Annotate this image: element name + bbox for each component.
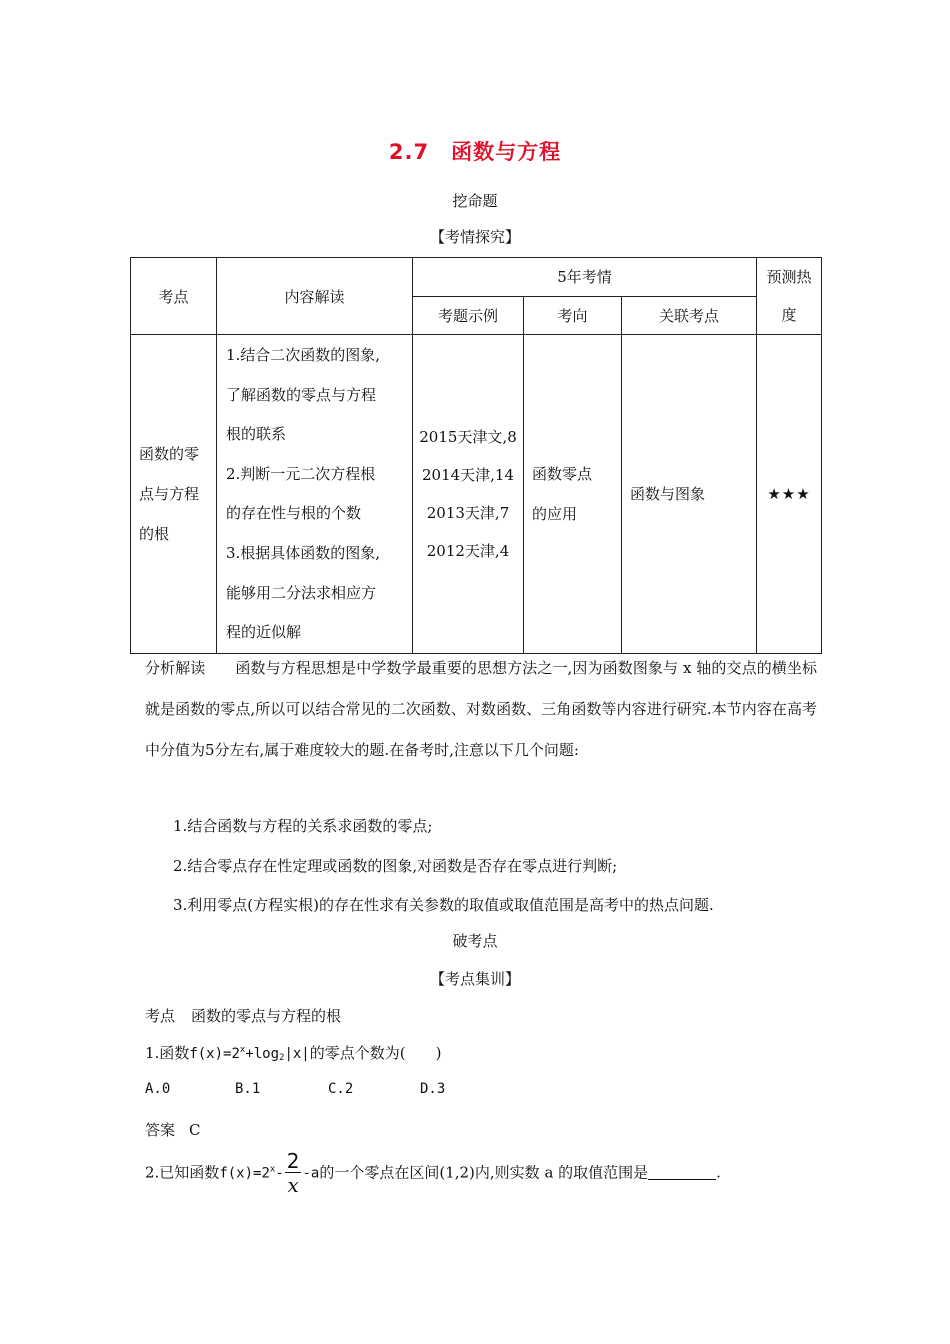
header-forecast [757, 258, 822, 335]
header-kaodian: 考点 [131, 258, 217, 335]
option-b: B.1 [235, 1081, 261, 1097]
q2-frac-denominator: x [287, 1173, 299, 1197]
kaodian-line: 函数的零 [139, 444, 200, 463]
example-item: 2015天津文,8 [419, 427, 517, 446]
header-forecast-line1: 预测热 [766, 268, 812, 286]
header-examples: 考题示例 [413, 296, 524, 335]
q2-prefix: 2.已知函数 [145, 1163, 220, 1182]
q2-minus: - [275, 1165, 284, 1182]
cell-related: 函数与图象 [622, 335, 757, 654]
answer-1 [145, 1119, 201, 1140]
header-direction: 考向 [524, 296, 622, 335]
option-d: D.3 [420, 1081, 446, 1097]
analysis-item: 3.利用零点(方程实根)的存在性求有关参数的取值或取值范围是高考中的热点问题. [173, 896, 714, 914]
content-line: 了解函数的零点与方程 [226, 385, 377, 404]
q2-frac-numerator: 2 [286, 1149, 300, 1173]
content-line: 能够用二分法求相应方 [226, 583, 377, 602]
header-five-year: 5年考情 [413, 258, 757, 297]
content-line: 1.结合二次函数的图象, [226, 346, 381, 364]
cell-examples [413, 335, 524, 654]
kaodian-heading [145, 1005, 341, 1026]
analysis-text: 函数与方程思想是中学数学最重要的思想方法之一,因为函数图象与 x 轴的交点的横坐标就是函数的零点,所以可以结合常见的二次函数、对数函数、三角函数等内容进行研究.本节内容在高考中分值为5分左右,属于难度较大的题.在备考时,注意以下几个问题: [145, 659, 817, 759]
q1-abs: |x| [284, 1046, 310, 1062]
q1-prefix: 1.函数 [145, 1044, 190, 1062]
analysis-item: 2.结合零点存在性定理或函数的图象,对函数是否存在零点进行判断; [173, 857, 618, 875]
option-c: C.2 [328, 1081, 354, 1097]
document-title: 2.7 函数与方程 [388, 140, 562, 164]
q1-log-base: 2 [279, 1053, 285, 1063]
content-line: 2.判断一元二次方程根 [226, 464, 376, 483]
cell-direction [524, 335, 622, 654]
analysis-item: 1.结合函数与方程的关系求函数的零点; [173, 817, 433, 835]
q2-after: -a [302, 1165, 320, 1182]
star-rating: ★★★ [757, 335, 822, 654]
subsection-heading-kaoqing: 【考情探究】 [429, 228, 520, 246]
content-line: 3.根据具体函数的图象, [226, 543, 381, 562]
example-item: 2012天津,4 [426, 541, 510, 560]
section-heading-break: 破考点 [452, 932, 498, 950]
answer-label: 答案 [145, 1121, 176, 1139]
option-a: A.0 [145, 1081, 171, 1097]
answer-blank[interactable] [648, 1165, 716, 1180]
analysis-lead: 分析解读 [145, 659, 206, 677]
q1-fx: f(x)=2 [189, 1046, 240, 1062]
content-line: 程的近似解 [226, 623, 302, 642]
subsection-heading-jixun: 【考点集训】 [429, 970, 520, 988]
question-2 [145, 1150, 721, 1200]
q2-suffix: 的一个零点在区间(1,2)内,则实数 a 的取值范围是 [319, 1163, 649, 1182]
kaodian-line: 的根 [139, 524, 170, 543]
question-1 [145, 1042, 441, 1063]
example-item: 2014天津,14 [421, 465, 515, 484]
q2-fx: f(x)=2 [219, 1165, 270, 1182]
header-related: 关联考点 [622, 296, 757, 335]
cell-content [217, 335, 413, 654]
example-item: 2013天津,7 [426, 503, 510, 522]
q2-end: . [716, 1163, 721, 1182]
cell-kaodian [131, 335, 217, 654]
kaodian-label: 考点 [145, 1007, 176, 1025]
direction-line: 函数零点 [532, 464, 593, 483]
q1-log: +log [245, 1046, 280, 1062]
header-content: 内容解读 [217, 258, 413, 335]
kaodian-line: 点与方程 [139, 484, 200, 503]
exam-analysis-table [130, 257, 822, 654]
content-line: 根的联系 [226, 425, 287, 444]
answer-value: C [189, 1121, 201, 1139]
content-line: 的存在性与根的个数 [226, 504, 362, 523]
direction-line: 的应用 [532, 504, 578, 523]
header-forecast-line2: 度 [781, 306, 797, 324]
analysis-paragraph [145, 648, 817, 771]
q1-exponent: x [239, 1045, 246, 1055]
q2-fraction [285, 1150, 302, 1197]
q1-suffix: 的零点个数为( ) [309, 1044, 442, 1062]
section-heading-dig: 挖命题 [452, 192, 498, 210]
q2-exponent: x [269, 1164, 276, 1175]
kaodian-title: 函数的零点与方程的根 [191, 1007, 342, 1025]
